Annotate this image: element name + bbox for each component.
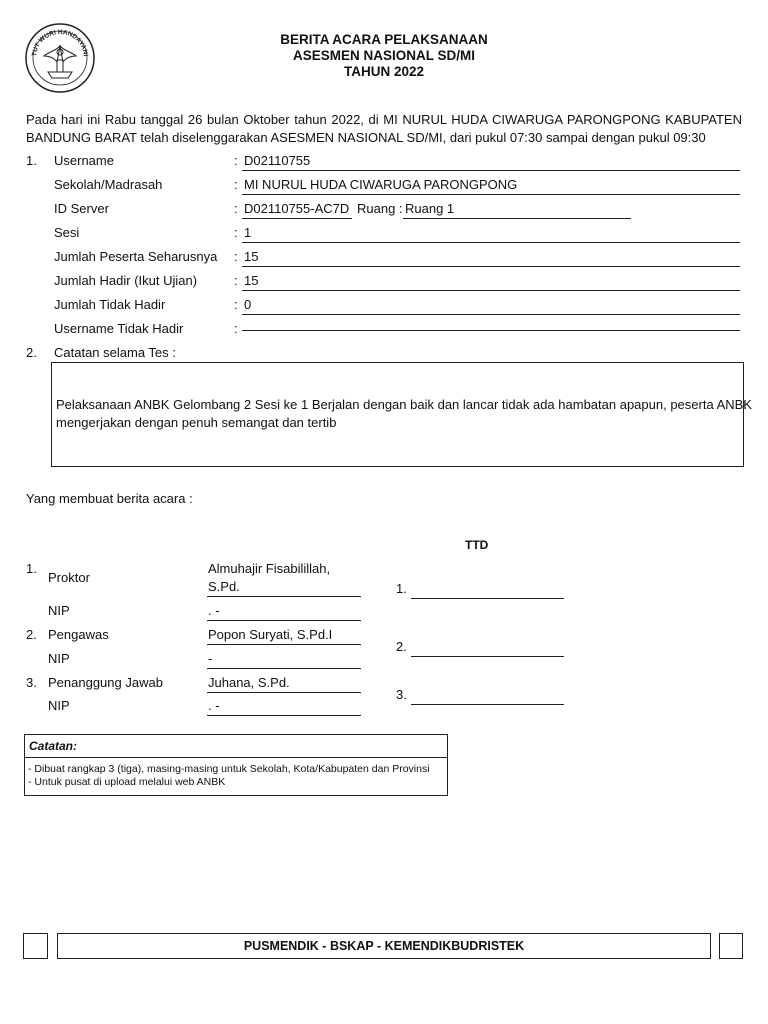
signature-2-line xyxy=(411,656,564,657)
title-line-3: TAHUN 2022 xyxy=(343,64,425,79)
catatan-tes-line-2: mengerjakan dengan penuh semangat dan tertib xyxy=(56,415,337,430)
signer-3-nip: . - xyxy=(208,698,220,713)
svg-text:TUT WURI HANDAYANI: TUT WURI HANDAYANI xyxy=(31,28,89,57)
catatan-tes-label: Catatan selama Tes : xyxy=(54,345,176,360)
field-underline xyxy=(242,242,740,243)
signer-1-name-line-2: S.Pd. xyxy=(208,579,240,594)
field-underline xyxy=(403,218,631,219)
intro-line-1: Pada hari ini Rabu tanggal 26 bulan Oktober tahun 2022, di MI NURUL HUDA CIWARUGA PARONGPONG KABUPATEN xyxy=(26,112,742,127)
signer-1-name-line-1: Almuhajir Fisabilillah, xyxy=(208,561,331,576)
signer-1-nip: . - xyxy=(208,603,220,618)
signer-3-role: Penanggung Jawab xyxy=(48,675,163,690)
footer-title: PUSMENDIK - BSKAP - KEMENDIKBUDRISTEK xyxy=(57,933,711,959)
field-label-id-server: ID Server xyxy=(54,201,109,216)
catatan-title: Catatan: xyxy=(25,735,447,758)
field-colon: : xyxy=(234,225,238,240)
signer-name-underline xyxy=(207,692,361,693)
signer-3-number: 3. xyxy=(26,675,37,690)
field-value-username: D02110755 xyxy=(244,153,311,168)
field-colon: : xyxy=(234,201,238,216)
field-underline xyxy=(242,314,740,315)
signer-2-nip-label: NIP xyxy=(48,651,70,666)
ttd-label: TTD xyxy=(465,538,489,552)
catatan-line-2: - Untuk pusat di upload melalui web ANBK xyxy=(28,776,226,788)
field-label-username-tidak-hadir: Username Tidak Hadir xyxy=(54,321,184,336)
ruang-label: Ruang : xyxy=(357,201,403,216)
signer-3-nip-label: NIP xyxy=(48,698,70,713)
section-1-number: 1. xyxy=(26,153,37,168)
field-value-id-server: D02110755-AC7D xyxy=(244,201,350,216)
field-label-tidak-hadir: Jumlah Tidak Hadir xyxy=(54,297,166,312)
signature-3-line xyxy=(411,704,564,705)
field-value-tidak-hadir: 0 xyxy=(244,297,252,312)
field-label-jumlah-hadir: Jumlah Hadir (Ikut Ujian) xyxy=(54,273,198,288)
signer-2-name-line-1: Popon Suryati, S.Pd.I xyxy=(208,627,333,642)
field-value-sekolah: MI NURUL HUDA CIWARUGA PARONGPONG xyxy=(244,177,518,192)
signature-1-line xyxy=(411,598,564,599)
signer-1-nip-label: NIP xyxy=(48,603,70,618)
field-label-sesi: Sesi xyxy=(54,225,80,240)
signer-2-number: 2. xyxy=(26,627,37,642)
signature-3-number: 3. xyxy=(396,687,407,702)
signer-1-role: Proktor xyxy=(48,570,90,585)
field-value-jumlah-peserta: 15 xyxy=(244,249,259,264)
section-2-number: 2. xyxy=(26,345,37,360)
catatan-tes-line-1: Pelaksanaan ANBK Gelombang 2 Sesi ke 1 Berjalan dengan baik dan lancar tidak ada hambatan apapun, peserta ANBK xyxy=(56,397,752,412)
signers-intro: Yang membuat berita acara : xyxy=(26,491,193,506)
field-label-sekolah: Sekolah/Madrasah xyxy=(54,177,163,192)
field-underline xyxy=(242,330,740,331)
field-colon: : xyxy=(234,321,238,336)
signature-1-number: 1. xyxy=(396,581,407,596)
field-underline xyxy=(242,266,740,267)
signer-2-nip: - xyxy=(208,651,213,666)
field-colon: : xyxy=(234,273,238,288)
field-label-username: Username xyxy=(54,153,114,168)
intro-line-2: BANDUNG BARAT telah diselenggarakan ASESMEN NASIONAL SD/MI, dari pukul 07:30 sampai dengan pukul 09:30 xyxy=(26,130,706,145)
field-underline xyxy=(242,170,740,171)
field-label-jumlah-peserta: Jumlah Peserta Seharusnya xyxy=(54,249,218,264)
field-underline xyxy=(242,218,352,219)
field-value-jumlah-hadir: 15 xyxy=(244,273,259,288)
footer-right-box xyxy=(719,933,743,959)
signer-nip-underline xyxy=(207,620,361,621)
field-underline xyxy=(242,194,740,195)
field-colon: : xyxy=(234,153,238,168)
field-value-sesi: 1 xyxy=(244,225,252,240)
signer-name-underline xyxy=(207,644,361,645)
signer-nip-underline xyxy=(207,668,361,669)
catatan-line-1: - Dibuat rangkap 3 (tiga), masing-masing untuk Sekolah, Kota/Kabupaten dan Provinsi xyxy=(28,763,430,775)
signer-2-role: Pengawas xyxy=(48,627,109,642)
field-colon: : xyxy=(234,249,238,264)
signer-nip-underline xyxy=(207,715,361,716)
ruang-value: Ruang 1 xyxy=(405,201,455,216)
signer-1-number: 1. xyxy=(26,561,37,576)
footer-left-box xyxy=(23,933,48,959)
title-line-2: ASESMEN NASIONAL SD/MI xyxy=(292,48,476,63)
signature-2-number: 2. xyxy=(396,639,407,654)
field-colon: : xyxy=(234,177,238,192)
signer-name-underline xyxy=(207,596,361,597)
field-colon: : xyxy=(234,297,238,312)
signer-3-name-line-1: Juhana, S.Pd. xyxy=(208,675,290,690)
field-underline xyxy=(242,290,740,291)
catatan-box xyxy=(24,734,448,796)
title-line-1: BERITA ACARA PELAKSANAAN xyxy=(280,32,488,47)
